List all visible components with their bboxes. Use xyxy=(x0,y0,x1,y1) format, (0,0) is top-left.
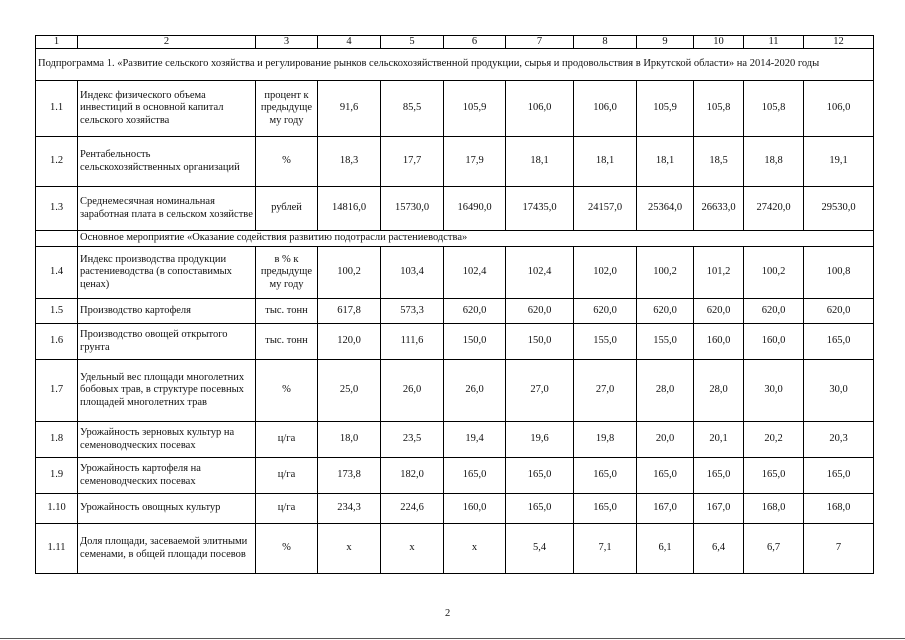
value-cell: 30,0 xyxy=(744,360,804,422)
value-cell: 20,1 xyxy=(694,422,744,458)
row-number: 1.1 xyxy=(36,81,78,137)
value-cell: 620,0 xyxy=(574,299,637,324)
value-cell: x xyxy=(381,524,444,574)
page-number: 2 xyxy=(445,608,451,619)
unit-cell: ц/га xyxy=(256,494,318,524)
value-cell: 155,0 xyxy=(574,324,637,360)
value-cell: 102,0 xyxy=(574,247,637,299)
row-number: 1.6 xyxy=(36,324,78,360)
value-cell: 26,0 xyxy=(444,360,506,422)
main-activity-title: Основное мероприятие «Оказание содействия развитию подотрасли растениеводства» xyxy=(78,231,874,247)
value-cell: 173,8 xyxy=(318,458,381,494)
value-cell: 620,0 xyxy=(744,299,804,324)
value-cell: 19,4 xyxy=(444,422,506,458)
row-number: 1.3 xyxy=(36,187,78,231)
value-cell: 20,3 xyxy=(804,422,874,458)
value-cell: 165,0 xyxy=(506,458,574,494)
value-cell: 18,5 xyxy=(694,137,744,187)
value-cell: 15730,0 xyxy=(381,187,444,231)
table-row xyxy=(36,458,874,494)
value-cell: 150,0 xyxy=(506,324,574,360)
value-cell: 25,0 xyxy=(318,360,381,422)
value-cell: 24157,0 xyxy=(574,187,637,231)
table-row xyxy=(36,81,874,137)
value-cell: 18,0 xyxy=(318,422,381,458)
value-cell: 20,0 xyxy=(637,422,694,458)
value-cell: 168,0 xyxy=(744,494,804,524)
header-cell: 5 xyxy=(381,36,444,49)
indicators-table xyxy=(35,35,874,574)
row-number: 1.9 xyxy=(36,458,78,494)
table-row xyxy=(36,187,874,231)
value-cell: 182,0 xyxy=(381,458,444,494)
indicator-name: Доля площади, засеваемой элитными семенами, в общей площади посевов xyxy=(78,524,256,574)
header-cell: 2 xyxy=(78,36,256,49)
value-cell: 19,8 xyxy=(574,422,637,458)
value-cell: 26633,0 xyxy=(694,187,744,231)
header-cell: 8 xyxy=(574,36,637,49)
table-row xyxy=(36,299,874,324)
indicator-name: Рентабельность сельскохозяйственных организаций xyxy=(78,137,256,187)
value-cell: 18,1 xyxy=(506,137,574,187)
value-cell: 27,0 xyxy=(574,360,637,422)
value-cell: 106,0 xyxy=(506,81,574,137)
indicator-name: Удельный вес площади многолетних бобовых трав, в структуре посевных площадей многолетних трав xyxy=(78,360,256,422)
value-cell: 165,0 xyxy=(804,324,874,360)
value-cell: 25364,0 xyxy=(637,187,694,231)
value-cell: 7,1 xyxy=(574,524,637,574)
value-cell: 106,0 xyxy=(804,81,874,137)
value-cell: 19,1 xyxy=(804,137,874,187)
table-row xyxy=(36,137,874,187)
value-cell: 105,9 xyxy=(444,81,506,137)
value-cell: 105,9 xyxy=(637,81,694,137)
value-cell: 160,0 xyxy=(444,494,506,524)
unit-cell: % xyxy=(256,524,318,574)
value-cell: 165,0 xyxy=(444,458,506,494)
header-cell: 9 xyxy=(637,36,694,49)
value-cell: 103,4 xyxy=(381,247,444,299)
value-cell: 18,1 xyxy=(637,137,694,187)
row-number: 1.11 xyxy=(36,524,78,574)
unit-cell: % xyxy=(256,137,318,187)
value-cell: 120,0 xyxy=(318,324,381,360)
value-cell: 155,0 xyxy=(637,324,694,360)
empty-cell xyxy=(36,231,78,247)
indicator-name: Среднемесячная номинальная заработная плата в сельском хозяйстве xyxy=(78,187,256,231)
value-cell: 91,6 xyxy=(318,81,381,137)
value-cell: 105,8 xyxy=(744,81,804,137)
value-cell: 165,0 xyxy=(574,494,637,524)
value-cell: 165,0 xyxy=(744,458,804,494)
row-number: 1.4 xyxy=(36,247,78,299)
header-cell: 4 xyxy=(318,36,381,49)
table-row xyxy=(36,324,874,360)
value-cell: 160,0 xyxy=(694,324,744,360)
value-cell: 19,6 xyxy=(506,422,574,458)
value-cell: 224,6 xyxy=(381,494,444,524)
header-cell: 7 xyxy=(506,36,574,49)
value-cell: 165,0 xyxy=(804,458,874,494)
value-cell: 573,3 xyxy=(381,299,444,324)
value-cell: 100,2 xyxy=(744,247,804,299)
table-row xyxy=(36,360,874,422)
value-cell: 100,8 xyxy=(804,247,874,299)
unit-cell: тыс. тонн xyxy=(256,299,318,324)
value-cell: 620,0 xyxy=(804,299,874,324)
value-cell: 168,0 xyxy=(804,494,874,524)
value-cell: 18,8 xyxy=(744,137,804,187)
unit-cell: ц/га xyxy=(256,422,318,458)
row-number: 1.8 xyxy=(36,422,78,458)
value-cell: 101,2 xyxy=(694,247,744,299)
row-number: 1.10 xyxy=(36,494,78,524)
indicator-name: Производство картофеля xyxy=(78,299,256,324)
row-number: 1.5 xyxy=(36,299,78,324)
row-number: 1.7 xyxy=(36,360,78,422)
value-cell: 105,8 xyxy=(694,81,744,137)
value-cell: 5,4 xyxy=(506,524,574,574)
value-cell: 17,7 xyxy=(381,137,444,187)
unit-cell: процент к предыдуще му году xyxy=(256,81,318,137)
value-cell: 18,3 xyxy=(318,137,381,187)
subprogram-title: Подпрограмма 1. «Развитие сельского хозяйства и регулирование рынков сельскохозяйственной продукции, сырья и продовольствия в Иркутской области» на 2014-2020 годы xyxy=(36,49,874,81)
value-cell: 100,2 xyxy=(318,247,381,299)
value-cell: 6,1 xyxy=(637,524,694,574)
header-cell: 12 xyxy=(804,36,874,49)
value-cell: 18,1 xyxy=(574,137,637,187)
value-cell: 30,0 xyxy=(804,360,874,422)
header-cell: 11 xyxy=(744,36,804,49)
page-edge-line xyxy=(0,638,905,639)
row-number: 1.2 xyxy=(36,137,78,187)
value-cell: 165,0 xyxy=(574,458,637,494)
value-cell: 14816,0 xyxy=(318,187,381,231)
indicator-name: Индекс физического объема инвестиций в основной капитал сельского хозяйства xyxy=(78,81,256,137)
value-cell: 6,7 xyxy=(744,524,804,574)
header-row xyxy=(36,36,874,49)
unit-cell: ц/га xyxy=(256,458,318,494)
value-cell: 17435,0 xyxy=(506,187,574,231)
table-row xyxy=(36,247,874,299)
indicator-name: Урожайность зерновых культур на семеноводческих посевах xyxy=(78,422,256,458)
value-cell: 102,4 xyxy=(506,247,574,299)
main-activity-row xyxy=(36,231,874,247)
indicator-name: Производство овощей открытого грунта xyxy=(78,324,256,360)
value-cell: 17,9 xyxy=(444,137,506,187)
value-cell: 16490,0 xyxy=(444,187,506,231)
value-cell: 27,0 xyxy=(506,360,574,422)
value-cell: 6,4 xyxy=(694,524,744,574)
unit-cell: в % к предыдуще му году xyxy=(256,247,318,299)
header-cell: 6 xyxy=(444,36,506,49)
table-row xyxy=(36,422,874,458)
value-cell: 106,0 xyxy=(574,81,637,137)
value-cell: 617,8 xyxy=(318,299,381,324)
value-cell: 160,0 xyxy=(744,324,804,360)
value-cell: 27420,0 xyxy=(744,187,804,231)
table-row xyxy=(36,524,874,574)
value-cell: x xyxy=(444,524,506,574)
value-cell: 7 xyxy=(804,524,874,574)
unit-cell: рублей xyxy=(256,187,318,231)
value-cell: 167,0 xyxy=(694,494,744,524)
subprogram-row xyxy=(36,49,874,81)
header-cell: 10 xyxy=(694,36,744,49)
indicator-name: Урожайность овощных культур xyxy=(78,494,256,524)
value-cell: 28,0 xyxy=(694,360,744,422)
indicator-name: Индекс производства продукции растениеводства (в сопоставимых ценах) xyxy=(78,247,256,299)
value-cell: 620,0 xyxy=(444,299,506,324)
unit-cell: % xyxy=(256,360,318,422)
value-cell: 165,0 xyxy=(637,458,694,494)
value-cell: 620,0 xyxy=(694,299,744,324)
value-cell: 29530,0 xyxy=(804,187,874,231)
indicator-name: Урожайность картофеля на семеноводческих посевах xyxy=(78,458,256,494)
value-cell: x xyxy=(318,524,381,574)
value-cell: 167,0 xyxy=(637,494,694,524)
value-cell: 234,3 xyxy=(318,494,381,524)
value-cell: 20,2 xyxy=(744,422,804,458)
value-cell: 28,0 xyxy=(637,360,694,422)
value-cell: 150,0 xyxy=(444,324,506,360)
value-cell: 85,5 xyxy=(381,81,444,137)
table-row xyxy=(36,494,874,524)
value-cell: 165,0 xyxy=(506,494,574,524)
value-cell: 100,2 xyxy=(637,247,694,299)
value-cell: 23,5 xyxy=(381,422,444,458)
value-cell: 620,0 xyxy=(637,299,694,324)
unit-cell: тыс. тонн xyxy=(256,324,318,360)
value-cell: 620,0 xyxy=(506,299,574,324)
value-cell: 102,4 xyxy=(444,247,506,299)
value-cell: 111,6 xyxy=(381,324,444,360)
value-cell: 165,0 xyxy=(694,458,744,494)
header-cell: 1 xyxy=(36,36,78,49)
header-cell: 3 xyxy=(256,36,318,49)
value-cell: 26,0 xyxy=(381,360,444,422)
